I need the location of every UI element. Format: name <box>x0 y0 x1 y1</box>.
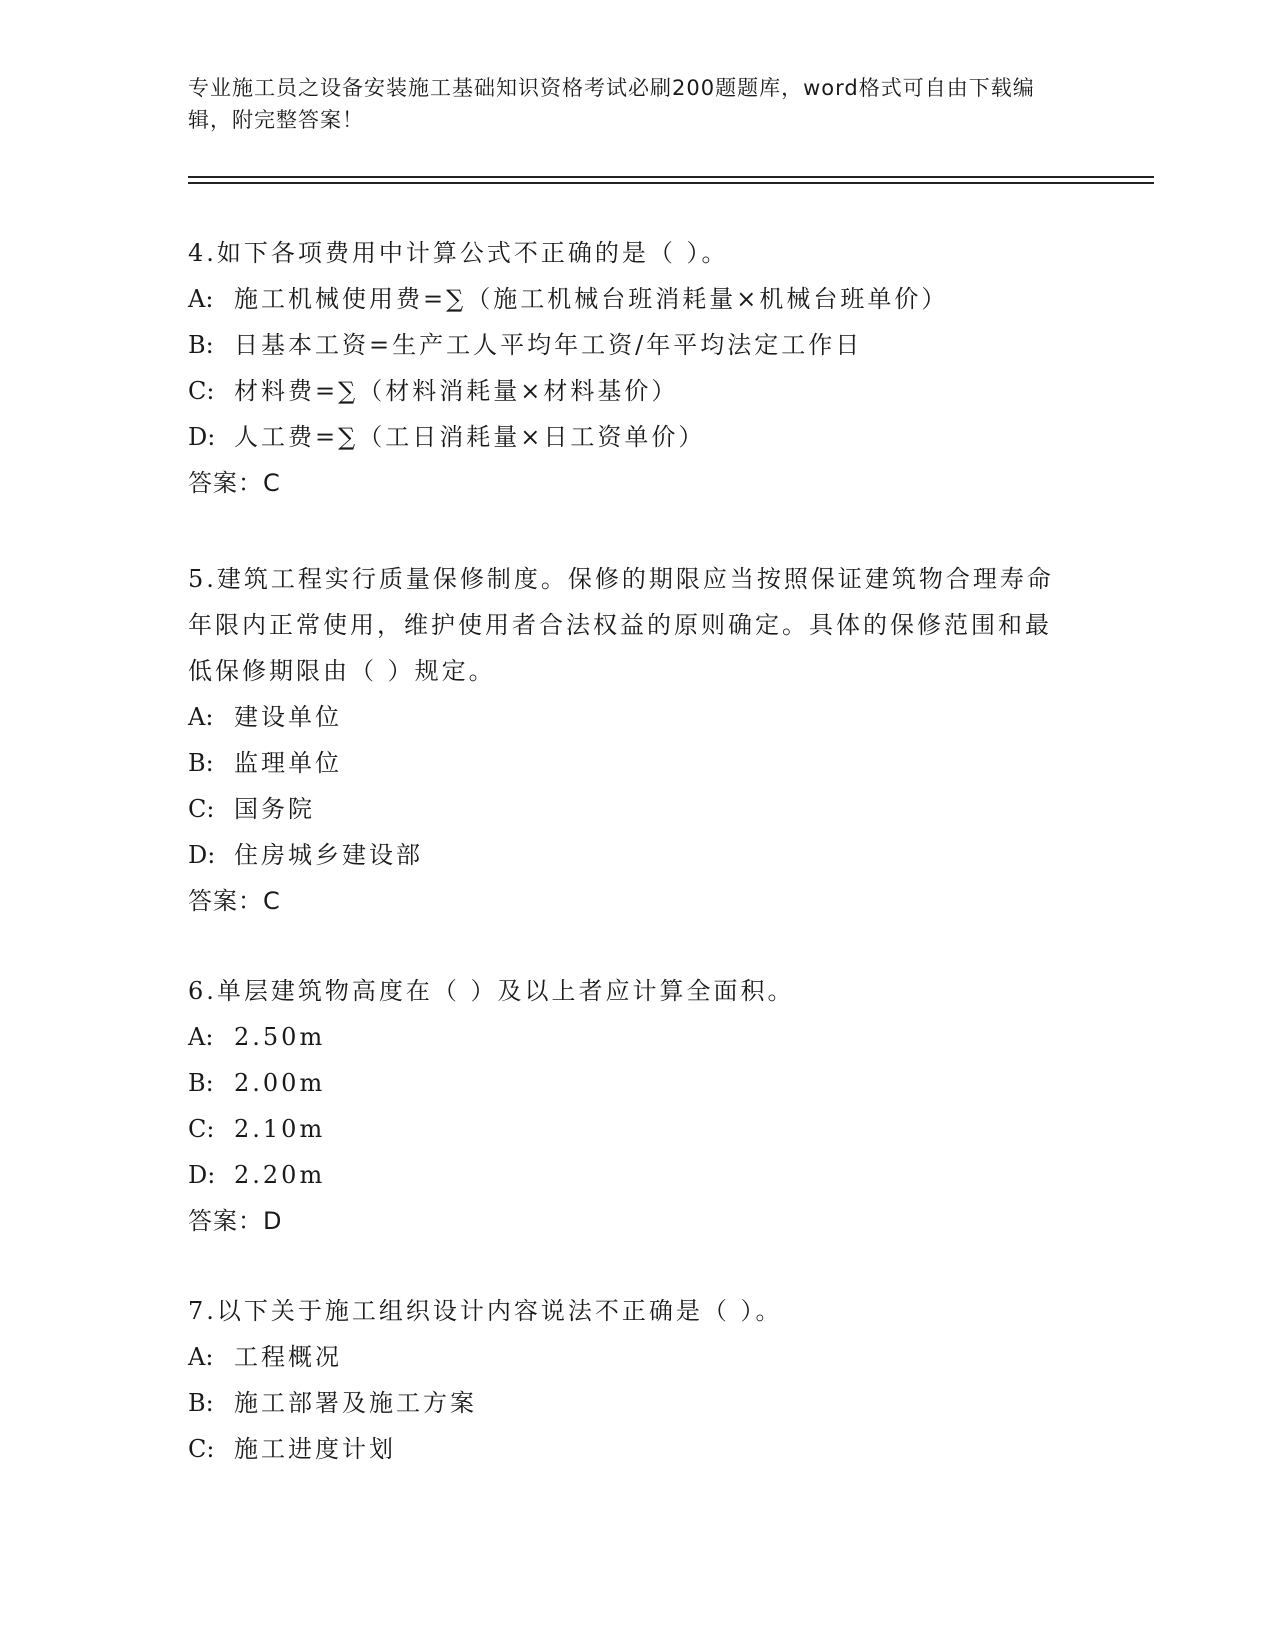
question-stem: 6.单层建筑物高度在（ ）及以上者应计算全面积。 <box>188 977 795 1005</box>
option-c <box>188 1106 1068 1152</box>
question-stem: 7.以下关于施工组织设计内容说法不正确是（ ）。 <box>188 1297 783 1325</box>
option-text: 2.10m <box>234 1115 326 1143</box>
option-text: 监理单位 <box>234 749 342 777</box>
question-stem: 5.建筑工程实行质量保修制度。保修的期限应当按照保证建筑物合理寿命年限内正常使用，维护使用者合法权益的原则确定。具体的保修范围和最低保修期限由（ ）规定。 <box>188 565 1054 685</box>
question-6 <box>188 968 1068 1244</box>
option-key: D: <box>188 1161 216 1189</box>
option-b <box>188 740 1068 786</box>
header-divider-bottom <box>188 182 1154 184</box>
option-text: 人工费=∑（工日消耗量×日工资单价） <box>234 423 706 451</box>
option-text: 材料费=∑（材料消耗量×材料基价） <box>234 377 679 405</box>
option-key: B: <box>188 749 214 777</box>
question-5 <box>188 556 1068 924</box>
option-text: 日基本工资=生产工人平均年工资/年平均法定工作日 <box>234 331 863 359</box>
document-header: 专业施工员之设备安装施工基础知识资格考试必刷200题题库，word格式可自由下载编辑，附完整答案！ <box>188 76 1035 132</box>
option-d <box>188 1152 1068 1198</box>
option-text: 施工机械使用费=∑（施工机械台班消耗量×机械台班单价） <box>234 285 949 313</box>
option-b <box>188 1380 1068 1426</box>
option-c <box>188 1426 1068 1472</box>
option-key: A: <box>188 1023 214 1051</box>
option-key: B: <box>188 331 214 359</box>
option-d <box>188 414 1068 460</box>
option-text: 国务院 <box>234 795 315 823</box>
option-key: A: <box>188 285 214 313</box>
option-text: 2.50m <box>234 1023 326 1051</box>
answer: 答案：C <box>188 887 281 915</box>
option-text: 建设单位 <box>234 703 342 731</box>
question-7 <box>188 1288 1068 1472</box>
option-key: C: <box>188 1435 215 1463</box>
option-a <box>188 694 1068 740</box>
option-key: D: <box>188 423 216 451</box>
option-c <box>188 368 1068 414</box>
option-a <box>188 1334 1068 1380</box>
option-c <box>188 786 1068 832</box>
option-a <box>188 276 1068 322</box>
answer: 答案：C <box>188 469 281 497</box>
option-text: 2.00m <box>234 1069 326 1097</box>
question-stem: 4.如下各项费用中计算公式不正确的是（ ）。 <box>188 239 729 267</box>
option-b <box>188 1060 1068 1106</box>
option-key: D: <box>188 841 216 869</box>
option-key: C: <box>188 1115 215 1143</box>
option-d <box>188 832 1068 878</box>
header-divider-top <box>188 176 1154 178</box>
option-key: B: <box>188 1389 214 1417</box>
option-text: 工程概况 <box>234 1343 342 1371</box>
option-b <box>188 322 1068 368</box>
option-key: A: <box>188 1343 214 1371</box>
option-key: B: <box>188 1069 214 1097</box>
option-a <box>188 1014 1068 1060</box>
question-4 <box>188 230 1068 506</box>
option-text: 2.20m <box>234 1161 326 1189</box>
option-key: A: <box>188 703 214 731</box>
option-key: C: <box>188 377 215 405</box>
option-text: 住房城乡建设部 <box>234 841 423 869</box>
answer: 答案：D <box>188 1207 283 1235</box>
option-key: C: <box>188 795 215 823</box>
option-text: 施工部署及施工方案 <box>234 1389 477 1417</box>
option-text: 施工进度计划 <box>234 1435 396 1463</box>
